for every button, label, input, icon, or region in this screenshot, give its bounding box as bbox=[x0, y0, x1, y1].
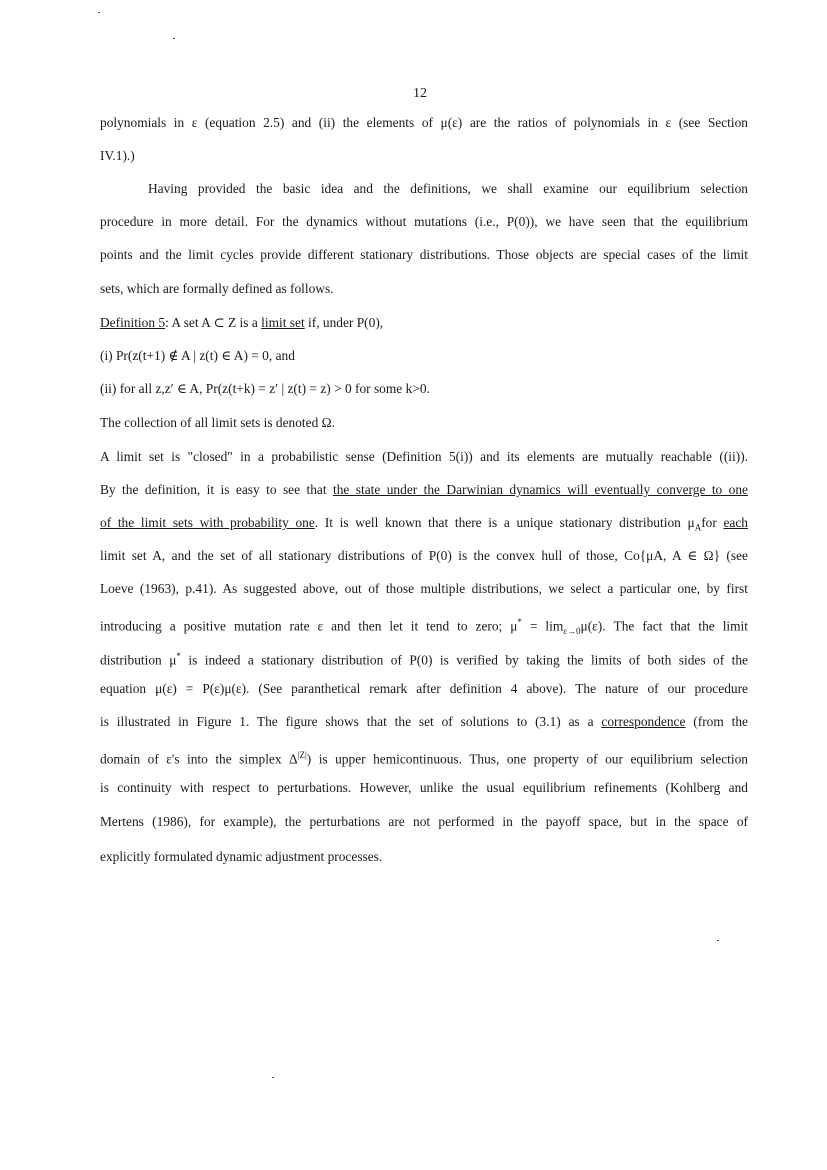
text-line: points and the limit cycles provide different stationary distributions. Those objects are special cases of the limit bbox=[100, 247, 748, 262]
scan-speck bbox=[272, 1077, 274, 1078]
scan-speck bbox=[173, 38, 175, 39]
scan-speck bbox=[717, 940, 719, 941]
text-line: is illustrated in Figure 1. The figure shows that the set of solutions to (3.1) as a correspondence (from the bbox=[100, 714, 748, 729]
text-line: IV.1).) bbox=[100, 148, 135, 163]
text-line: Mertens (1986), for example), the perturbations are not performed in the payoff space, but in the space of bbox=[100, 814, 748, 829]
page-number: 12 bbox=[413, 86, 427, 101]
defined-term: limit set bbox=[261, 315, 305, 330]
scan-speck bbox=[98, 12, 100, 13]
text-line: is continuity with respect to perturbations. However, unlike the usual equilibrium refinements (Kohlberg and bbox=[100, 780, 748, 795]
text-line: domain of ε's into the simplex $\Delta^{|Z|}$) is upper hemicontinuous. Thus, one property of our equilibrium selection bbox=[100, 750, 748, 767]
text-line: Having provided the basic idea and the definitions, we shall examine our equilibrium selection bbox=[148, 181, 748, 196]
text-line: (i) Pr(z(t+1) ∉ A | z(t) ∈ A) = 0, and bbox=[100, 348, 295, 363]
text-line: distribution μ* is indeed a stationary distribution of P(0) is verified by taking the limits of both sides of the bbox=[100, 651, 748, 668]
text-line: limit set A, and the set of all stationary distributions of P(0) is the convex hull of those, Co{μA, A ∈ Ω} (see bbox=[100, 548, 748, 563]
text-line: The collection of all limit sets is denoted Ω. bbox=[100, 415, 335, 430]
text-line: By the definition, it is easy to see that the state under the Darwinian dynamics will eventually converge to one bbox=[100, 482, 748, 497]
text-line: polynomials in ε (equation 2.5) and (ii) the elements of μ(ε) are the ratios of polynomials in ε (see Section bbox=[100, 115, 748, 130]
text-line: sets, which are formally defined as follows. bbox=[100, 281, 334, 296]
text-line: A limit set is "closed" in a probabilistic sense (Definition 5(i)) and its elements are mutually reachable ((ii)). bbox=[100, 449, 748, 464]
text-line: of the limit sets with probability one. It is well known that there is a unique stationary distribution $\mu_Afor$ each bbox=[100, 515, 748, 533]
text-line: (ii) for all z,z′ ∈ A, Pr(z(t+k) = z′ | z(t) = z) > 0 for some k>0. bbox=[100, 381, 430, 396]
text-line: explicitly formulated dynamic adjustment processes. bbox=[100, 849, 383, 864]
text-line: procedure in more detail. For the dynamics without mutations (i.e., P(0)), we have seen that the equilibrium bbox=[100, 214, 748, 229]
definition-heading: Definition 5: A set A ⊂ Z is a limit set if, under P(0), bbox=[100, 315, 384, 330]
text-line: introducing a positive mutation rate ε and then let it tend to zero; $\mu^* = \lim_{\varepsilon\to 0}\mu(\varepsilon)$. The fact that the limit bbox=[100, 617, 748, 637]
definition-label: Definition 5 bbox=[100, 315, 166, 330]
text-line: Loeve (1963), p.41). As suggested above, out of those multiple distributions, we select a particular one, by first bbox=[100, 581, 748, 596]
text-line: equation μ(ε) = P(ε)μ(ε). (See paranthetical remark after definition 4 above). The nature of our procedure bbox=[100, 681, 748, 696]
